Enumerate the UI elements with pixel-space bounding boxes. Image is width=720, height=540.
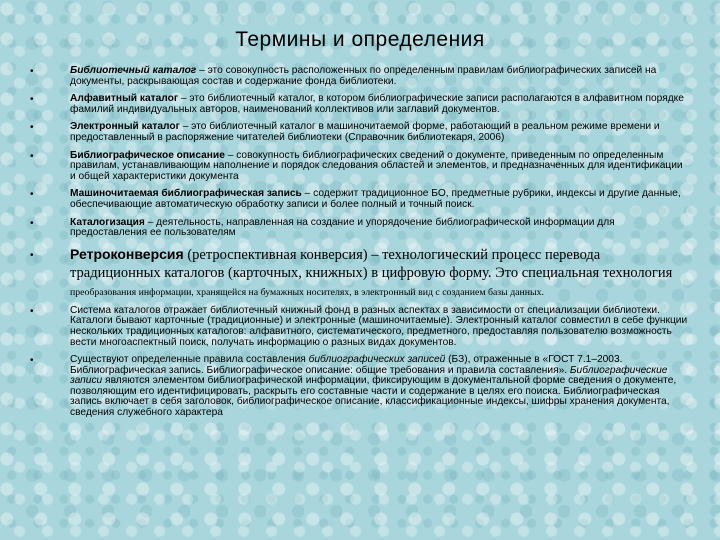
term-alphabetical-catalog: Алфавитный каталог (70, 93, 179, 105)
term-reconversion: Ретроконверсия (70, 245, 184, 262)
definition: – это библиотечный каталог в машиночитаемой форме, работающий в реальном режиме времени и предоставленный в распоряжение читателей библиотеки (Справочник библиотекаря, 2006) (70, 121, 660, 143)
bullet: • (30, 217, 34, 229)
term-machine-readable-record: Машиночитаемая библиографическая запись (70, 188, 302, 200)
definition: – содержит традиционное БО, предметные рубрики, индексы и другие данные, обеспечивающие автоматическую обработку записи и более полный и точный поиск. (70, 188, 681, 210)
definition: (ретроспективная конверсия) – технологический процесс перевода традиционных каталогов (карточных, книжных) в цифровую форму. Это специальная технология (70, 246, 673, 281)
term-library-catalog: Библиотечный каталог (70, 65, 197, 76)
term-cataloging: Каталогизация (70, 216, 145, 228)
bullet: • (30, 122, 34, 134)
definition: – деятельность, направленная на создание и упорядочение библиографической информации для предоставления ее пользователям (70, 216, 615, 239)
slide-title: Термины и определения (235, 28, 485, 51)
bullet: • (30, 189, 34, 201)
rules-italic-2: Библиографические записи (70, 364, 668, 387)
definition: – совокупность библиографических сведений о документе, приведенным по определенным правилам, устанавливающим наполнение и порядок следования областей и элементов, и предназначенных для идентификации и общей характеристики документа (70, 149, 683, 182)
catalog-system-text: Система каталогов отражает библиотечный книжный фонд в разных аспектах в зависимости от специализации библиотеки. Каталоги бывают карточные (традиционные) и электронные (машиночитаемые). Электронный каталог совместил в себе функции нескольких традиционных каталогов: алфавитного, систематического, предметного, предоставляя пользователю возможность вести многоаспектный поиск, получать информацию о разных видах документов. (70, 304, 688, 348)
definition: – это совокупность расположенных по определенным правилам библиографических записей на документы, раскрывающая состав и содержание фонда библиотеки. (70, 65, 657, 87)
list-item (28, 151, 688, 183)
list-item (28, 122, 688, 143)
rules-text-1: Существуют определенные правила составления (70, 354, 309, 366)
bullet: • (30, 150, 34, 162)
bullet: • (30, 249, 34, 261)
list-item (28, 306, 688, 348)
bullet: • (30, 94, 34, 106)
term-bibliographic-description: Библиографическое описание (70, 149, 225, 161)
list-item (28, 94, 688, 115)
list-item (28, 66, 688, 87)
list-item (28, 355, 688, 419)
bullet: • (30, 355, 34, 367)
rules-text-2: (БЗ), отраженные в «ГОСТ 7.1–2003. Библиографическая запись. Библиографическое описание: общие требования и правила составления». (70, 354, 623, 376)
terms-list (28, 66, 688, 426)
bullet: • (30, 305, 34, 317)
definition: – это библиотечный каталог, в котором библиографические записи располагаются в алфавитном порядке фамилий индивидуальных авторов, наименований коллективов или заглавий документов. (70, 93, 684, 115)
rules-text-3: являются элементом библиографической информации, фиксирующим в документальной форме сведения о документе, позволяющим его идентифицировать, раскрыть его составные части и содержание в целях его поиска. Библиографическая запись включает в себя заголовок, библиографическое описание, классификационные индексы, шифры хранения документа, сведения служебного характера (70, 375, 677, 419)
list-item (28, 189, 688, 210)
list-item-reconversion (28, 246, 688, 300)
term-electronic-catalog: Электронный каталог (70, 121, 180, 133)
definition-tail: преобразования информации, хранящейся на бумажных носителях, в электронный вид с созданием базы данных. (70, 286, 544, 298)
rules-italic-1: библиографических записей (308, 354, 446, 366)
list-item (28, 218, 688, 239)
bullet: • (30, 66, 34, 77)
